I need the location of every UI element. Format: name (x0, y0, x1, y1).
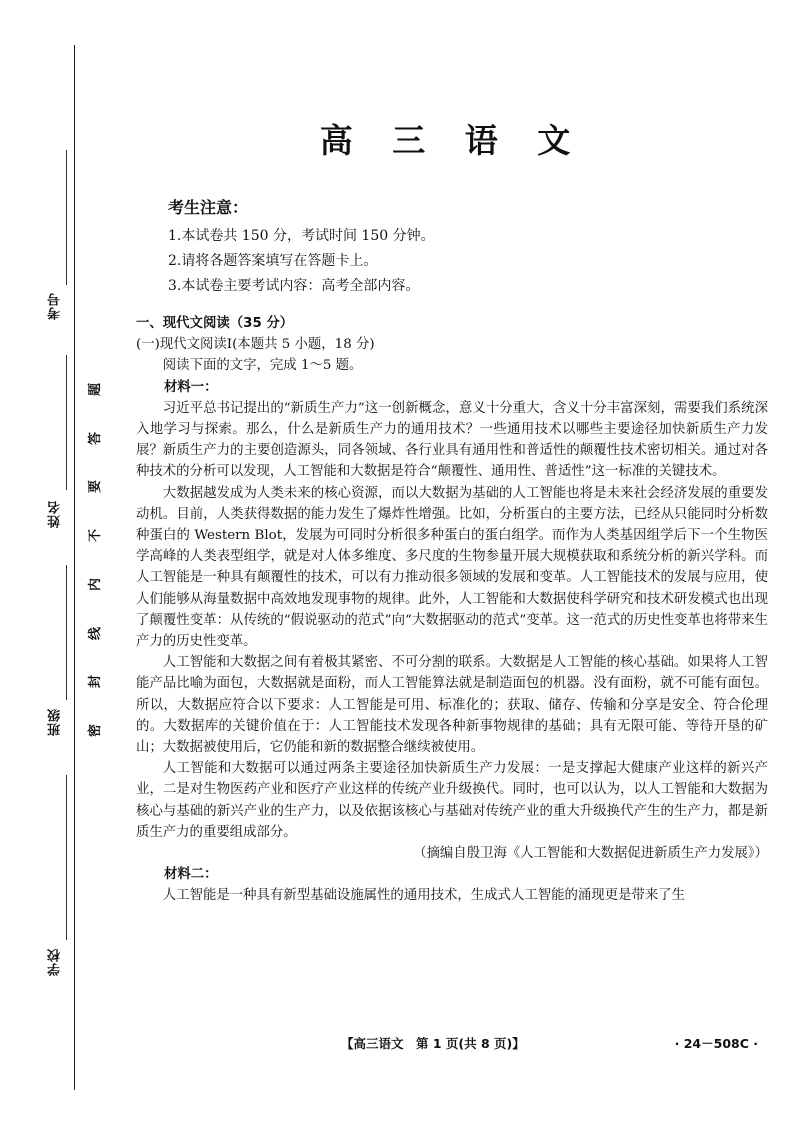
seal-char: 题 (88, 382, 104, 397)
seal-char: 不 (88, 529, 104, 543)
source-citation: （摘编自殷卫海《人工智能和大数据促进新质生产力发展》） (413, 846, 768, 862)
exam-notice (168, 195, 435, 299)
page-title: 高 三 语 文 (319, 121, 585, 160)
paragraph: 人工智能和大数据可以通过两条主要途径加快新质生产力发展：一是支撑起大健康产业这样的新兴产业，二是对生物医药产业和医疗产业这样的传统产业升级换代。同时，也可以认为，以人工智能和大数据为核心与基础的新兴产业的生产力，以及依据该核心与基础对传统产业的重大升级换代产生的生产力，都是新质生产力的重要组成部分。 (136, 761, 768, 840)
binding-line (74, 45, 75, 1090)
section-title: 一、现代文阅读（35 分） (136, 316, 294, 331)
material2-label: 材料二： (164, 867, 218, 883)
paragraph: 人工智能和大数据之间有着极其紧密、不可分割的联系。大数据是人工智能的核心基础。如果将人工智能产品比喻为面包，大数据就是面粉，而人工智能算法就是制造面包的机器。没有面粉，就不可能有面包。所以，大数据应符合以下要求：人工智能是可用、标准化的；获取、储存、传输和分享是安全、符合伦理的。大数据库的关键价值在于：人工智能技术发现各种新事物规律的基础；具有无限可能、等待开垦的矿山；大数据被使用后，它仍能和新的数据整合继续被使用。 (136, 655, 768, 756)
school-label: 学校 (48, 948, 63, 976)
notice-item: 1.本试卷共 150 分，考试时间 150 分钟。 (168, 228, 435, 244)
binding-margin (0, 0, 125, 1122)
seal-char: 内 (88, 577, 104, 591)
seal-char: 答 (88, 431, 104, 445)
exam-no-label: 考号 (48, 292, 63, 320)
seal-char: 要 (88, 480, 104, 494)
paragraph: 大数据越发成为人类未来的核心资源，而以大数据为基础的人工智能也将是未来社会经济发展的重要发动机。目前，人类获得数据的能力发生了爆炸性增强。比如，分析蛋白的主要方法，已经从只能同时分析数种蛋白的 Western Blot，发展为可同时分析很多种蛋白的蛋白组学。而作为人类基因组学后下一个生物医学高峰的人类表型组学，就是对人体多维度、多尺度的生物参量开展大规模获取和系统分析的新兴学科。而人工智能是一种具有颠覆性的技术，可以有力推动很多领域的发展和变革。人工智能技术的发展与应用，使人们能够从海量数据中高效地发现事物的规律。此外，人工智能和大数据使科学研究和技术研发模式也出现了颠覆性变革：从传统的“假说驱动的范式”向“大数据驱动的范式”变革。这一范式的历史性变革也将带来生产力的历史性变革。 (136, 485, 768, 650)
school-field[interactable] (66, 775, 67, 940)
class-label: 班级 (48, 708, 63, 736)
name-label: 姓名 (48, 500, 63, 528)
seal-char: 密 (88, 723, 104, 737)
seal-char: 封 (88, 675, 104, 689)
notice-item: 2.请将各题答案填写在答题卡上。 (168, 253, 378, 269)
notice-heading: 考生注意： (168, 198, 249, 217)
paragraph: 习近平总书记提出的“新质生产力”这一创新概念，意义十分重大，含义十分丰富深刻，需要我们系统深入地学习与探索。那么，什么是新质生产力的通用技术？一些通用技术以哪些主要途径加快新质生产力发展？新质生产力的主要创造源头，同各领域、各行业具有通用性和普适性的颠覆性技术密切相关。通过对各种技术的分析可以发现，人工智能和大数据是符合“颠覆性、通用性、普适性”这一标准的关键技术。 (136, 400, 768, 480)
notice-item: 3.本试卷主要考试内容：高考全部内容。 (168, 278, 420, 294)
seal-notice (84, 380, 104, 740)
reading-section (136, 313, 768, 907)
instruction: 阅读下面的文字，完成 1～5 题。 (162, 358, 363, 374)
seal-char: 线 (88, 626, 104, 640)
material1-label: 材料一： (164, 379, 218, 395)
section-subtitle: (一)现代文阅读Ⅰ(本题共 5 小题，18 分) (136, 337, 375, 353)
name-field[interactable] (66, 355, 67, 490)
page-info: 【高三语文 第 1 页(共 8 页)】 (341, 1036, 525, 1051)
exam-no-field[interactable] (66, 150, 67, 285)
class-field[interactable] (66, 565, 67, 700)
paragraph: 人工智能是一种具有新型基础设施属性的通用技术，生成式人工智能的涌现更是带来了生 (162, 888, 686, 904)
paper-code: · 24－508C · (674, 1036, 758, 1051)
